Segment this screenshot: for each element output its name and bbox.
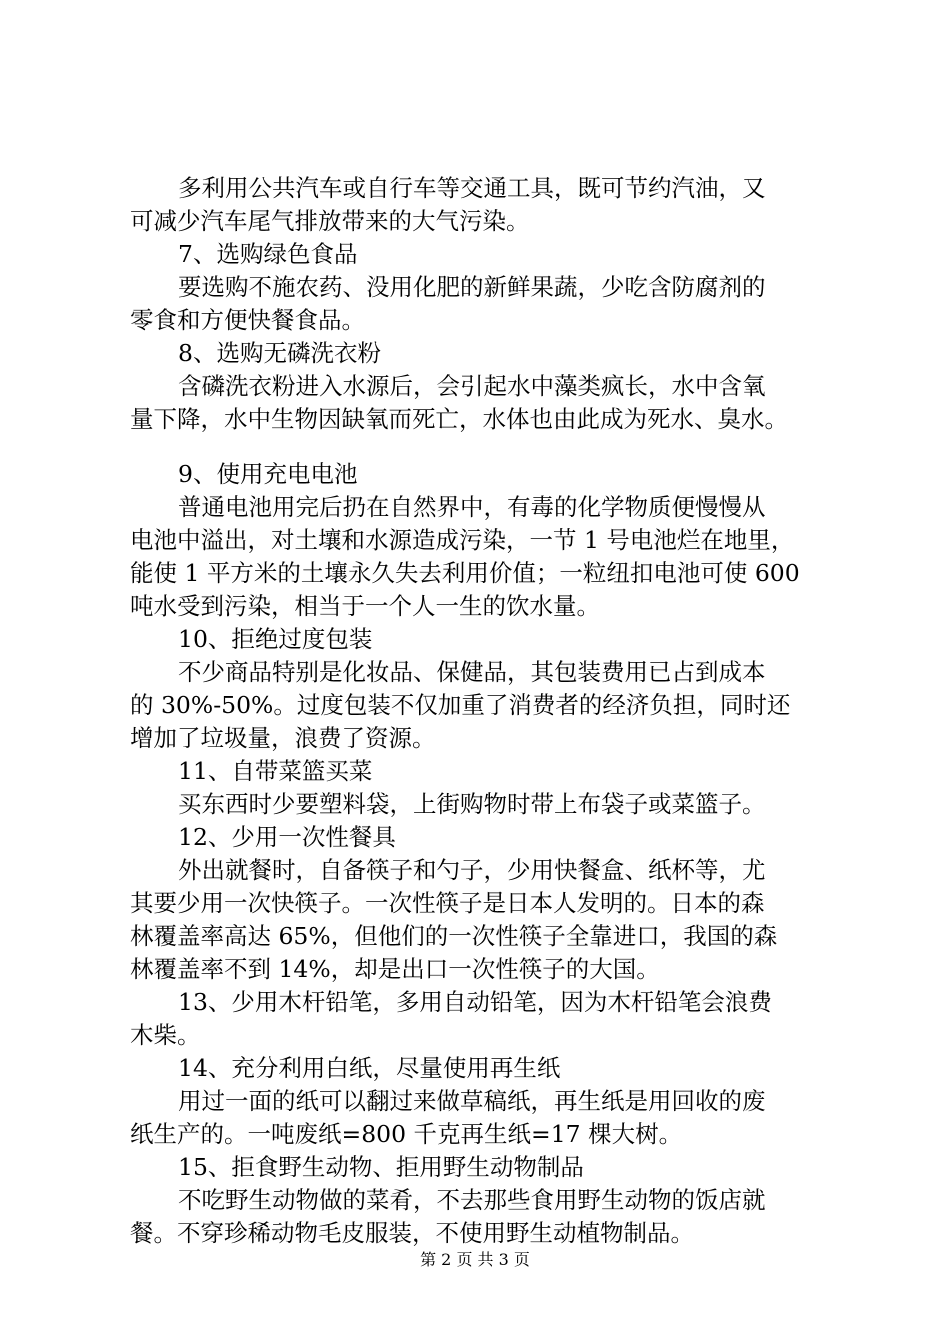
text-line: 可减少汽车尾气排放带来的大气污染。 xyxy=(130,207,530,235)
text-line: 不吃野生动物做的菜肴，不去那些食用野生动物的饭店就 xyxy=(178,1186,766,1214)
text-line: 电池中溢出，对土壤和水源造成污染，一节 1 号电池烂在地里， xyxy=(130,526,795,554)
text-line: 吨水受到污染，相当于一个人一生的饮水量。 xyxy=(130,592,600,620)
text-line: 其要少用一次快筷子。一次性筷子是日本人发明的。日本的森 xyxy=(130,889,765,917)
page-footer xyxy=(0,1250,950,1270)
text-line: 含磷洗衣粉进入水源后，会引起水中藻类疯长，水中含氧 xyxy=(178,372,766,400)
text-line: 木柴。 xyxy=(130,1021,201,1049)
text-line: 用过一面的纸可以翻过来做草稿纸，再生纸是用回收的废 xyxy=(178,1087,766,1115)
text-line: 要选购不施农药、没用化肥的新鲜果蔬，少吃含防腐剂的 xyxy=(178,273,766,301)
text-line: 餐。不穿珍稀动物毛皮服装，不使用野生动植物制品。 xyxy=(130,1219,694,1247)
document-body xyxy=(130,172,830,1250)
text-line: 不少商品特别是化妆品、保健品，其包装费用已占到成本 xyxy=(178,658,766,686)
text-line: 买东西时少要塑料袋，上街购物时带上布袋子或菜篮子。 xyxy=(178,790,766,818)
text-line: 10、拒绝过度包装 xyxy=(178,625,373,653)
text-line: 普通电池用完后扔在自然界中，有毒的化学物质便慢慢从 xyxy=(178,493,766,521)
text-line: 12、少用一次性餐具 xyxy=(178,823,396,851)
text-line: 能使 1 平方米的土壤永久失去利用价值；一粒纽扣电池可使 600 xyxy=(130,559,800,587)
text-line: 9、使用充电电池 xyxy=(178,460,358,488)
text-line: 15、拒食野生动物、拒用野生动物制品 xyxy=(178,1153,584,1181)
text-line: 纸生产的。一吨废纸=800 千克再生纸=17 棵大树。 xyxy=(130,1120,683,1148)
text-line: 8、选购无磷洗衣粉 xyxy=(178,339,381,367)
text-line: 量下降，水中生物因缺氧而死亡，水体也由此成为死水、臭水。 xyxy=(130,405,788,433)
paragraph-gap xyxy=(130,436,830,458)
page-number-label: 第 2 页 共 3 页 xyxy=(420,1250,530,1269)
text-line: 增加了垃圾量，浪费了资源。 xyxy=(130,724,436,752)
text-line: 零食和方便快餐食品。 xyxy=(130,306,365,334)
text-line: 11、自带菜篮买菜 xyxy=(178,757,373,785)
text-line: 的 30%-50%。过度包装不仅加重了消费者的经济负担，同时还 xyxy=(130,691,791,719)
text-line: 外出就餐时，自备筷子和勺子，少用快餐盒、纸杯等，尤 xyxy=(178,856,766,884)
text-line: 14、充分利用白纸，尽量使用再生纸 xyxy=(178,1054,561,1082)
text-line: 林覆盖率高达 65%，但他们的一次性筷子全靠进口，我国的森 xyxy=(130,922,778,950)
text-line: 7、选购绿色食品 xyxy=(178,240,358,268)
text-line: 多利用公共汽车或自行车等交通工具，既可节约汽油，又 xyxy=(178,174,766,202)
text-line: 林覆盖率不到 14%，却是出口一次性筷子的大国。 xyxy=(130,955,660,983)
text-line: 13、少用木杆铅笔，多用自动铅笔，因为木杆铅笔会浪费 xyxy=(178,988,772,1016)
